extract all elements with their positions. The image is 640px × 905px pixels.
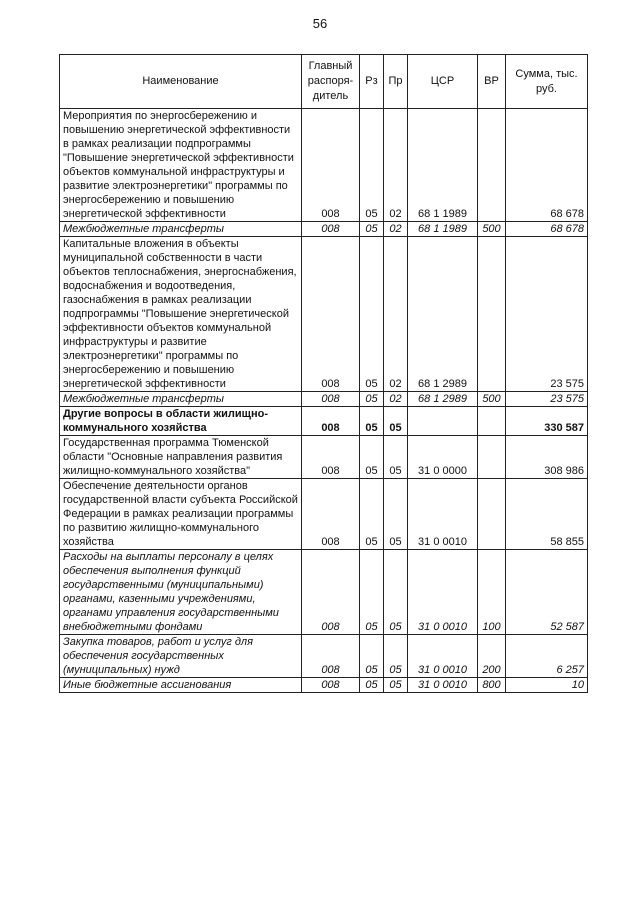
cell-name: Мероприятия по энергосбережению и повышению энергетической эффективности в рамках реализации подпрограммы "Повышение энергетической эффективности объектов коммунальной инфраструктуры и развитие электроэнергетики" программы по энергосбережению и повышению энергетической эффективности xyxy=(60,109,302,222)
cell-name: Государственная программа Тюменской области "Основные направления развития жилищно-коммунального хозяйства" xyxy=(60,436,302,479)
table-header-row xyxy=(60,55,588,109)
cell-vr: 500 xyxy=(478,392,506,407)
cell-chief-manager: 008 xyxy=(302,109,360,222)
cell-rz: 05 xyxy=(360,109,384,222)
cell-csr: 31 0 0010 xyxy=(408,550,478,635)
cell-pr: 05 xyxy=(384,635,408,678)
cell-pr: 02 xyxy=(384,392,408,407)
cell-sum: 10 xyxy=(506,678,588,693)
cell-rz: 05 xyxy=(360,436,384,479)
cell-pr: 02 xyxy=(384,109,408,222)
cell-chief-manager: 008 xyxy=(302,678,360,693)
header-chief-manager: Главный распоря-дитель xyxy=(302,55,360,109)
cell-sum: 52 587 xyxy=(506,550,588,635)
cell-rz: 05 xyxy=(360,407,384,436)
cell-csr: 31 0 0010 xyxy=(408,635,478,678)
cell-pr: 05 xyxy=(384,550,408,635)
table-row xyxy=(60,237,588,392)
cell-sum: 68 678 xyxy=(506,222,588,237)
cell-name: Закупка товаров, работ и услуг для обеспечения государственных (муниципальных) нужд xyxy=(60,635,302,678)
cell-rz: 05 xyxy=(360,479,384,550)
cell-vr xyxy=(478,109,506,222)
header-csr: ЦСР xyxy=(408,55,478,109)
cell-sum: 23 575 xyxy=(506,237,588,392)
cell-csr: 68 1 2989 xyxy=(408,392,478,407)
table-row xyxy=(60,222,588,237)
header-sum: Сумма, тыс. руб. xyxy=(506,55,588,109)
table-row xyxy=(60,436,588,479)
cell-rz: 05 xyxy=(360,678,384,693)
cell-chief-manager: 008 xyxy=(302,392,360,407)
cell-csr: 68 1 1989 xyxy=(408,222,478,237)
cell-pr: 05 xyxy=(384,678,408,693)
cell-pr: 02 xyxy=(384,237,408,392)
cell-pr: 05 xyxy=(384,479,408,550)
cell-sum: 68 678 xyxy=(506,109,588,222)
cell-chief-manager: 008 xyxy=(302,436,360,479)
table-row xyxy=(60,392,588,407)
cell-chief-manager: 008 xyxy=(302,479,360,550)
cell-sum: 308 986 xyxy=(506,436,588,479)
cell-csr: 68 1 2989 xyxy=(408,237,478,392)
page-number: 56 xyxy=(312,16,328,31)
cell-sum: 23 575 xyxy=(506,392,588,407)
cell-vr xyxy=(478,407,506,436)
cell-pr: 05 xyxy=(384,407,408,436)
cell-vr xyxy=(478,436,506,479)
cell-name: Межбюджетные трансферты xyxy=(60,392,302,407)
cell-rz: 05 xyxy=(360,635,384,678)
cell-chief-manager: 008 xyxy=(302,237,360,392)
cell-chief-manager: 008 xyxy=(302,407,360,436)
header-pr: Пр xyxy=(384,55,408,109)
cell-csr xyxy=(408,407,478,436)
table-row xyxy=(60,635,588,678)
cell-name: Расходы на выплаты персоналу в целях обеспечения выполнения функций государственными (муниципальными) органами, казенными учреждениями, органами управления государственными внебюджетными фондами xyxy=(60,550,302,635)
header-vr: ВР xyxy=(478,55,506,109)
budget-table xyxy=(59,54,588,693)
table-row xyxy=(60,109,588,222)
cell-chief-manager: 008 xyxy=(302,635,360,678)
cell-pr: 02 xyxy=(384,222,408,237)
cell-chief-manager: 008 xyxy=(302,550,360,635)
cell-name: Межбюджетные трансферты xyxy=(60,222,302,237)
cell-vr: 800 xyxy=(478,678,506,693)
cell-pr: 05 xyxy=(384,436,408,479)
cell-sum: 330 587 xyxy=(506,407,588,436)
cell-chief-manager: 008 xyxy=(302,222,360,237)
table-row xyxy=(60,407,588,436)
cell-rz: 05 xyxy=(360,550,384,635)
cell-vr: 500 xyxy=(478,222,506,237)
cell-name: Другие вопросы в области жилищно-коммунального хозяйства xyxy=(60,407,302,436)
cell-name: Капитальные вложения в объекты муниципальной собственности в части объектов теплоснабжения, энергоснабжения, водоснабжения и водоотведения, газоснабжения в рамках реализации подпрограммы "Повышение энергетической эффективности объектов коммунальной инфраструктуры и развитие электроэнергетики" программы по энергосбережению и повышению энергетической эффективности xyxy=(60,237,302,392)
cell-name: Обеспечение деятельности органов государственной власти субъекта Российской Федерации в рамках реализации программы по развитию жилищно-коммунального хозяйства xyxy=(60,479,302,550)
cell-csr: 31 0 0010 xyxy=(408,678,478,693)
cell-vr: 200 xyxy=(478,635,506,678)
cell-csr: 31 0 0000 xyxy=(408,436,478,479)
cell-sum: 6 257 xyxy=(506,635,588,678)
cell-csr: 31 0 0010 xyxy=(408,479,478,550)
table-row xyxy=(60,678,588,693)
cell-vr xyxy=(478,237,506,392)
table-row xyxy=(60,479,588,550)
cell-rz: 05 xyxy=(360,392,384,407)
header-rz: Рз xyxy=(360,55,384,109)
cell-name: Иные бюджетные ассигнования xyxy=(60,678,302,693)
table-row xyxy=(60,550,588,635)
header-name: Наименование xyxy=(60,55,302,109)
cell-rz: 05 xyxy=(360,237,384,392)
cell-vr xyxy=(478,479,506,550)
cell-sum: 58 855 xyxy=(506,479,588,550)
cell-vr: 100 xyxy=(478,550,506,635)
cell-rz: 05 xyxy=(360,222,384,237)
cell-csr: 68 1 1989 xyxy=(408,109,478,222)
